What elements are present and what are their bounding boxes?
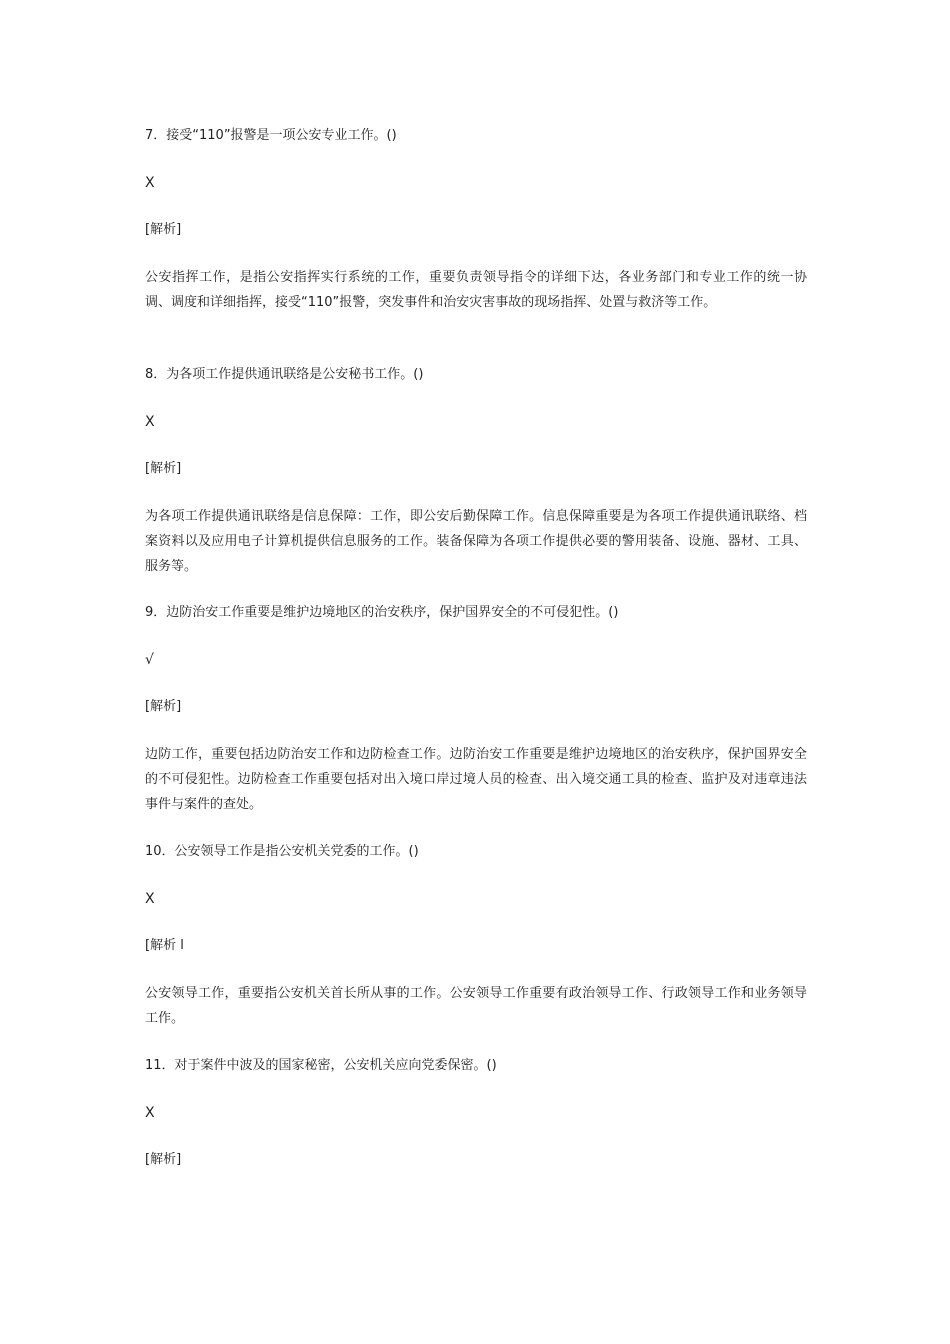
question-7-analysis: 公安指挥工作，是指公安指挥实行系统的工作，重要负责领导指令的详细下达，各业务部门和专业工作的统一协调、调度和详细指挥，接受“110”报警，突发事件和治安灾害事故的现场指挥、处置与救济等工作。 <box>145 270 807 310</box>
question-7-text: 7．接受“110”报警是一项公安专业工作。() <box>145 128 397 143</box>
question-10-analysis: 公安领导工作，重要指公安机关首长所从事的工作。公安领导工作重要有政治领导工作、行政领导工作和业务领导工作。 <box>145 986 807 1026</box>
question-9-answer: √ <box>145 652 154 668</box>
question-11-text: 11．对于案件中波及的国家秘密，公安机关应向党委保密。() <box>145 1058 497 1073</box>
question-8-analysis-label: [解析] <box>145 461 182 476</box>
question-10-analysis-label: [解析 l <box>145 938 184 953</box>
question-8-analysis: 为各项工作提供通讯联络是信息保障：工作，即公安后勤保障工作。信息保障重要是为各项工作提供通讯联络、档案资料以及应用电子计算机提供信息服务的工作。装备保障为各项工作提供必要的警用装备、设施、器材、工具、服务等。 <box>145 509 807 574</box>
question-11-analysis-label: [解析] <box>145 1152 182 1167</box>
question-10-text: 10．公安领导工作是指公安机关党委的工作。() <box>145 844 419 859</box>
question-9-text: 9．边防治安工作重要是维护边境地区的治安秩序，保护国界安全的不可侵犯性。() <box>145 605 619 620</box>
question-8-answer: X <box>145 414 155 430</box>
question-9-analysis-label: [解析] <box>145 699 182 714</box>
question-9-analysis: 边防工作，重要包括边防治安工作和边防检查工作。边防治安工作重要是维护边境地区的治安秩序，保护国界安全的不可侵犯性。边防检查工作重要包括对出入境口岸过境人员的检查、出入境交通工具的检查、监护及对违章违法事件与案件的查处。 <box>145 747 807 812</box>
question-11-answer: X <box>145 1105 155 1121</box>
question-8-text: 8．为各项工作提供通讯联络是公安秘书工作。() <box>145 367 424 382</box>
question-7-analysis-label: [解析] <box>145 222 182 237</box>
question-7-answer: X <box>145 175 155 191</box>
question-10-answer: X <box>145 891 155 907</box>
